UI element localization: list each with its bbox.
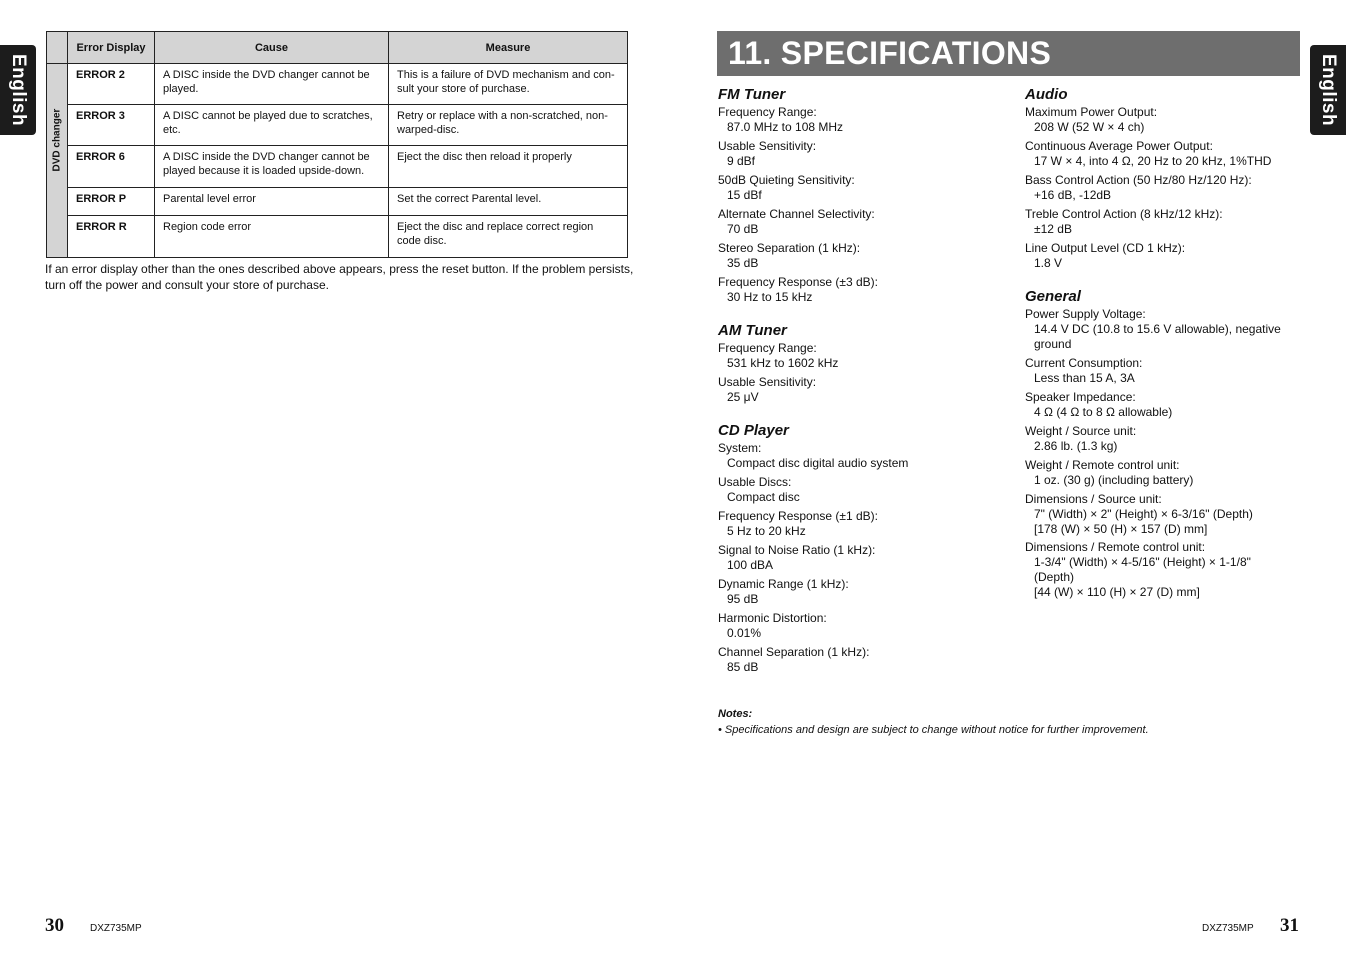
spec-item [1025,207,1305,237]
spec-column-left [718,86,1008,675]
spec-item [1025,241,1305,271]
spec-item [718,275,1008,305]
spec-label: Power Supply Voltage: [1025,307,1146,321]
column-header-cause: Cause [155,32,389,64]
error-measure: Retry or replace with a non-scratched, non-warped-disc. [389,105,628,146]
column-header-error-display: Error Display [68,32,155,64]
section-title: 11. SPECIFICATIONS [728,35,1052,71]
spec-item [1025,139,1305,169]
error-measure: Eject the disc then reload it properly [389,146,628,188]
group-label: DVD changer [51,108,63,171]
spec-value: 9 dBf [727,154,756,168]
spec-label: Speaker Impedance: [1025,390,1136,404]
spec-value: Compact disc [727,490,800,504]
spec-item [1025,424,1305,454]
spec-item [718,543,1008,573]
notes-text: • Specifications and design are subject to change without notice for further improvement. [718,724,1149,736]
spec-item [718,341,1008,371]
spec-label: Frequency Range: [718,341,817,355]
spec-value: 85 dB [727,660,759,674]
spec-value: 208 W (52 W × 4 ch) [1034,120,1145,134]
spec-item [1025,173,1305,203]
spec-label: 50dB Quieting Sensitivity: [718,173,855,187]
spec-value: 15 dBf [727,188,762,202]
language-tab-label: English [1318,53,1339,127]
spec-label: Frequency Response (±1 dB): [718,509,878,523]
error-measure: Set the correct Parental level. [389,188,628,216]
spec-label: Weight / Source unit: [1025,424,1137,438]
error-code: ERROR P [68,188,155,216]
spec-item [718,207,1008,237]
error-code: ERROR 3 [68,105,155,146]
spec-value: ±12 dB [1034,222,1072,236]
spec-item [718,509,1008,539]
spec-label: Stereo Separation (1 kHz): [718,241,861,255]
spec-label: Maximum Power Output: [1025,105,1158,119]
spec-label: Frequency Range: [718,105,817,119]
error-measure: Eject the disc and replace correct region code disc. [389,216,628,258]
spec-item [718,475,1008,505]
table-row [47,105,628,146]
spec-value: 0.01% [727,626,762,640]
spec-value: +16 dB, -12dB [1034,188,1112,202]
spec-label: Bass Control Action (50 Hz/80 Hz/120 Hz): [1025,173,1252,187]
language-tab-left [0,45,36,135]
spec-item [1025,390,1305,420]
spec-label: System: [718,441,762,455]
spec-item [1025,540,1305,600]
spec-value: 25 μV [727,390,759,404]
spec-item [718,139,1008,169]
spec-value: 531 kHz to 1602 kHz [727,356,839,370]
general-heading: General [1025,288,1081,305]
spec-value: 2.86 lb. (1.3 kg) [1034,439,1118,453]
spec-label: Line Output Level (CD 1 kHz): [1025,241,1186,255]
spec-value: 1-3/4" (Width) × 4-5/16" (Height) × 1-1/8" (Depth) [1034,555,1251,584]
spec-label: Harmonic Distortion: [718,611,827,625]
spec-label: Dynamic Range (1 kHz): [718,577,849,591]
spec-value: 1 oz. (30 g) (including battery) [1034,473,1194,487]
spec-value: 7" (Width) × 2" (Height) × 6-3/16" (Depth) [1034,507,1253,521]
spec-value: 35 dB [727,256,759,270]
error-code: ERROR 6 [68,146,155,188]
spec-label: Frequency Response (±3 dB): [718,275,878,289]
am-tuner-heading: AM Tuner [718,322,787,339]
page-number-right: 31 [1280,915,1299,936]
spec-label: Usable Discs: [718,475,792,489]
spec-item [718,241,1008,271]
spec-label: Signal to Noise Ratio (1 kHz): [718,543,876,557]
spec-item [718,173,1008,203]
spec-value: 30 Hz to 15 kHz [727,290,813,304]
spec-item [1025,105,1305,135]
error-cause: Region code error [155,216,389,258]
spec-value: 95 dB [727,592,759,606]
spec-value: 17 W × 4, into 4 Ω, 20 Hz to 20 kHz, 1%THD [1034,154,1272,168]
spec-value: 87.0 MHz to 108 MHz [727,120,844,134]
spec-value: 100 dBA [727,558,774,572]
error-table [46,31,628,258]
spec-item [718,645,1008,675]
error-cause: A DISC inside the DVD changer cannot be played because it is loaded upside-down. [155,146,389,188]
table-row [47,146,628,188]
spec-item [718,577,1008,607]
table-row [47,64,628,105]
spec-label: Channel Separation (1 kHz): [718,645,870,659]
error-cause: A DISC inside the DVD changer cannot be played. [155,64,389,105]
spec-label: Treble Control Action (8 kHz/12 kHz): [1025,207,1223,221]
fm-tuner-heading: FM Tuner [718,86,786,103]
error-code: ERROR 2 [68,64,155,105]
spec-item [1025,307,1305,352]
audio-heading: Audio [1025,86,1068,103]
spec-value: 14.4 V DC (10.8 to 15.6 V allowable), negative ground [1034,322,1281,351]
section-title-bar [717,31,1300,76]
error-measure: This is a failure of DVD mechanism and con-sult your store of purchase. [389,64,628,105]
group-label-cell [47,64,68,258]
spec-label: Dimensions / Source unit: [1025,492,1162,506]
spec-column-right [1025,86,1305,600]
spec-value: 70 dB [727,222,759,236]
notes-title: Notes: [718,708,753,720]
language-tab-right [1310,45,1346,135]
table-header-row [47,32,628,64]
spec-item [1025,458,1305,488]
spec-value: Less than 15 A, 3A [1034,371,1135,385]
spec-value-metric: [44 (W) × 110 (H) × 27 (D) mm] [1034,585,1200,599]
spec-label: Alternate Channel Selectivity: [718,207,875,221]
spec-item [1025,492,1305,537]
table-corner [47,32,68,64]
spec-label: Weight / Remote control unit: [1025,458,1180,472]
column-header-measure: Measure [389,32,628,64]
spec-label: Dimensions / Remote control unit: [1025,540,1206,554]
spec-value: 5 Hz to 20 kHz [727,524,806,538]
spec-value: 4 Ω (4 Ω to 8 Ω allowable) [1034,405,1173,419]
spec-value-metric: [178 (W) × 50 (H) × 157 (D) mm] [1034,522,1208,536]
model-name-left: DXZ735MP [90,923,142,934]
spec-value: Compact disc digital audio system [727,456,909,470]
error-cause: A DISC cannot be played due to scratches, etc. [155,105,389,146]
table-row [47,216,628,258]
cd-player-heading: CD Player [718,422,789,439]
spec-item [718,441,1008,471]
spec-label: Continuous Average Power Output: [1025,139,1213,153]
model-name-right: DXZ735MP [1202,923,1254,934]
spec-item [718,105,1008,135]
page-number-left: 30 [45,915,64,936]
spec-item [718,611,1008,641]
error-note-paragraph: If an error display other than the ones described above appears, press the reset button. If the problem persists, turn off the power and consult your store of purchase. [45,262,634,292]
spec-label: Usable Sensitivity: [718,139,817,153]
spec-item [718,375,1008,405]
error-code: ERROR R [68,216,155,258]
spec-label: Current Consumption: [1025,356,1143,370]
spec-label: Usable Sensitivity: [718,375,817,389]
spec-item [1025,356,1305,386]
language-tab-label: English [8,53,29,127]
table-row [47,188,628,216]
error-cause: Parental level error [155,188,389,216]
spec-value: 1.8 V [1034,256,1063,270]
